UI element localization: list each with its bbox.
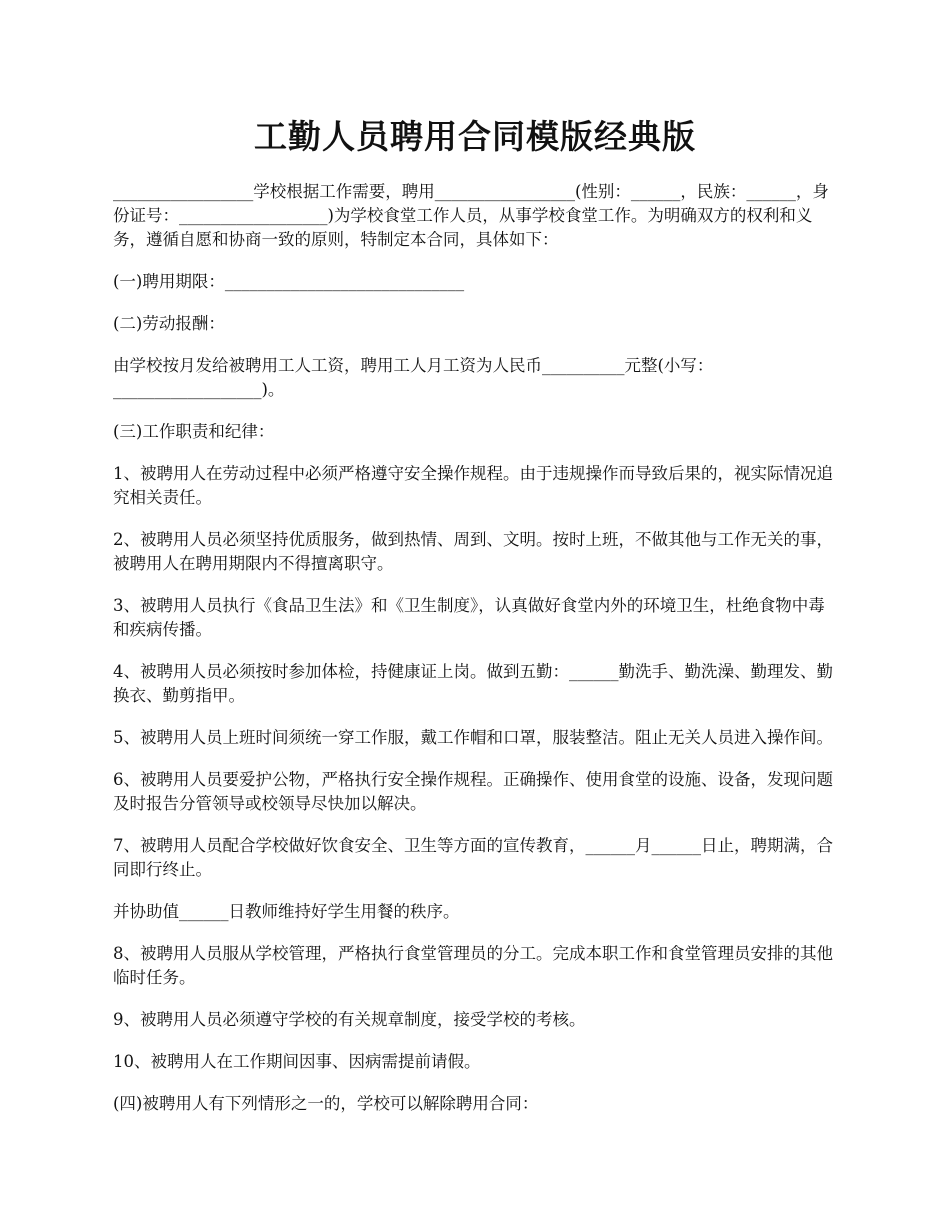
duty-item-6: 6、被聘用人员要爱护公物，严格执行安全操作规程。正确操作、使用食堂的设施、设备，发现问题及时报告分管领导或校领导尽快加以解决。 xyxy=(113,770,833,813)
salary-heading: (二)劳动报酬： xyxy=(113,314,225,333)
termination-heading: (四)被聘用人有下列情形之一的，学校可以解除聘用合同： xyxy=(113,1094,539,1113)
duty-item-9: 9、被聘用人员必须遵守学校的有关规章制度，接受学校的考核。 xyxy=(113,1010,586,1029)
intro-paragraph: _________________学校根据工作需要，聘用_________________(性别：______，民族：______，身份证号：__________________)为学校食堂工作人员，从事学校食堂工作。为明确双方的权利和义务，遵循自愿和协商一致的原则，特制定本合同，具体如下： xyxy=(113,182,829,249)
document-title: 工勤人员聘用合同模版经典版 xyxy=(254,117,696,156)
duty-item-2: 2、被聘用人员必须坚持优质服务，做到热情、周到、文明。按时上班，不做其他与工作无关的事，被聘用人在聘用期限内不得擅离职守。 xyxy=(113,530,833,573)
duty-item-4: 4、被聘用人员必须按时参加体检，持健康证上岗。做到五勤：______勤洗手、勤洗澡、勤理发、勤换衣、勤剪指甲。 xyxy=(113,662,833,705)
duty-item-8: 8、被聘用人员服从学校管理，严格执行食堂管理员的分工。完成本职工作和食堂管理员安排的其他临时任务。 xyxy=(113,944,833,987)
document-body xyxy=(113,180,837,1134)
duty-item-10: 10、被聘用人在工作期间因事、因病需提前请假。 xyxy=(113,1052,481,1071)
duties-heading: (三)工作职责和纪律： xyxy=(113,422,275,441)
duty-item-7: 7、被聘用人员配合学校做好饮食安全、卫生等方面的宣传教育，______月______日止，聘期满，合同即行终止。 xyxy=(113,836,833,879)
duty-item-5: 5、被聘用人员上班时间须统一穿工作服，戴工作帽和口罩，服装整洁。阻止无关人员进入操作间。 xyxy=(113,728,833,747)
salary-paragraph: 由学校按月发给被聘用工人工资，聘用工人月工资为人民币__________元整(小写：__________________)。 xyxy=(113,356,714,399)
duty-item-3: 3、被聘用人员执行《食品卫生法》和《卫生制度》，认真做好食堂内外的环境卫生，杜绝食物中毒和疾病传播。 xyxy=(113,596,825,639)
term-paragraph: (一)聘用期限：_____________________________ xyxy=(113,272,465,291)
duty-item-7-continued: 并协助值______日教师维持好学生用餐的秩序。 xyxy=(113,902,460,921)
duty-item-1: 1、被聘用人在劳动过程中必须严格遵守安全操作规程。由于违规操作而导致后果的，视实际情况追究相关责任。 xyxy=(113,464,833,507)
